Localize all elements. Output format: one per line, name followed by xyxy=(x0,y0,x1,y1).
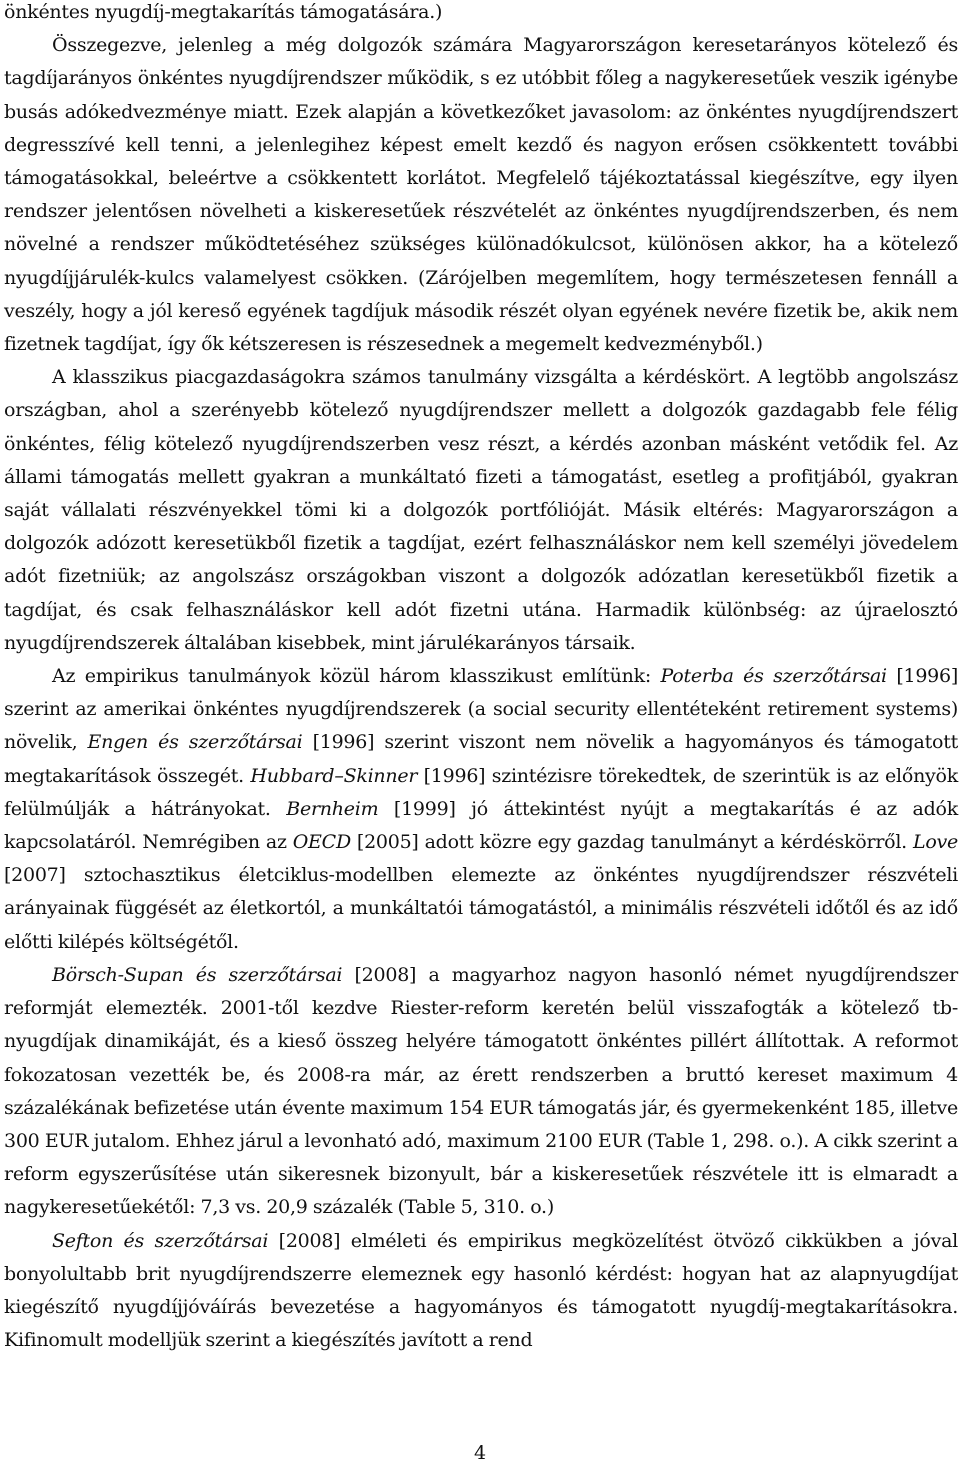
paragraph-text: [1996] szintézisre törekedtek, de szerintük is az előnyök felülmúlják a hátrányokat. xyxy=(4,764,958,820)
document-page xyxy=(4,0,958,1357)
paragraph-summary xyxy=(4,29,958,361)
paragraph-text: önkéntes nyugdíj-megtakarítás támogatására.) xyxy=(4,1,443,23)
paragraph-text: [2008] elméleti és empirikus megközelítést ötvöző cikkükben a jóval bonyolultabb brit nyugdíjrendszerre elemeznek egy hasonló kérdést: hogyan hat az alapnyugdíjat kiegészítő nyugdíjjóváírás bevezetése a hagyományos és támogatott nyugdíj-megtakarításokra. Kifinomult modelljük szerint a kiegészítés javított a rend xyxy=(4,1229,959,1352)
paragraph-empirical-studies xyxy=(4,660,958,959)
paragraph-text: [1996] szerint az amerikai önkéntes nyugdíjrendszerek (a social security ellentéteként retirement systems) növelik, xyxy=(4,665,959,754)
paragraph-text: A klasszikus piacgazdaságokra számos tanulmány vizsgálta a kérdéskört. A legtöbb angolszász országban, ahol a szerényebb kötelező nyugdíjrendszer mellett a dolgozók gazdagabb fele félig önkéntes, félig kötelező nyugdíjrendszerben vesz részt, a kérdés azonban másként vetődik fel. Az állami támogatás mellett gyakran a munkáltató fizeti a támogatást, esetleg a profitjából, gyakran saját vállalati részvényekkel tömi ki a dolgozók portfólióját. Másik eltérés: Magyarországon a dolgozók adózott keresetükből fizetik a tagdíjat, ezért felhasználáskor nem kell személyi jövedelem adót fizetniük; az angolszász országokban viszont a dolgozók adózatlan keresetükből fizetik a tagdíjat, és csak felhasználáskor kell adót fizetni utána. Harmadik különbség: az újraelosztó nyugdíjrendszerek általában kisebbek, mint járulékarányos társaik. xyxy=(4,366,958,654)
citation-author: Sefton és szerzőtársai xyxy=(52,1229,269,1252)
page-number: 4 xyxy=(473,1442,487,1464)
citation-author: Hubbard–Skinner xyxy=(250,764,418,787)
citation-author: Poterba és szerzőtársai xyxy=(660,665,887,688)
paragraph-text: [2007] sztochasztikus életciklus-modellben elemezte az önkéntes nyugdíjrendszer részvételi arányainak függését az életkortól, a munkáltatói támogatástól, a minimális részvételi időtől és az idő előtti kilépés költségétől. xyxy=(4,864,958,953)
paragraph-continuation xyxy=(4,0,958,29)
citation-author: Börsch-Supan és szerzőtársai xyxy=(52,963,343,986)
paragraph-german-reform xyxy=(4,959,958,1225)
paragraph-text: [2005] adott közre egy gazdag tanulmányt a kérdéskörről. xyxy=(350,831,913,854)
paragraph-text: [1999] jó áttekintést nyújt a megtakarítás é az adók kapcsolatáról. Nemrégiben az xyxy=(4,797,958,854)
paragraph-text: [2008] a magyarhoz nagyon hasonló német nyugdíjrendszer reformját elemezték. 2001-től kezdve Riester-reform keretén belül visszafogták a kötelező tb-nyugdíjak dinamikáját, és a kieső összeg helyére támogatott önkéntes pillért állítottak. A reformot fokozatosan vezették be, és 2008-ra már, az érett rendszerben a bruttó kereset maximum 4 százalékának befizetése után évente maximum 154 EUR támogatás jár, és gyermekenként 185, illetve 300 EUR jutalom. Ehhez járul a levonható adó, maximum 2100 EUR (Table 1, 298. o.). A cikk szerint a reform egyszerűsítése után sikeresnek bizonyult, bár a kiskeresetűek részvétele itt is elmaradt a nagykeresetűekétől: 7,3 vs. 20,9 százalék (Table 5, 310. o.) xyxy=(4,963,958,1219)
citation-author: Bernheim xyxy=(286,797,379,820)
paragraph-text: [1996] szerint viszont nem növelik a hagyományos és támogatott megtakarítások összegét. xyxy=(4,731,958,787)
paragraph-british-system xyxy=(4,1225,958,1358)
citation-author: Love xyxy=(912,831,958,854)
citation-author: OECD xyxy=(292,831,351,854)
paragraph-text: Az empirikus tanulmányok közül három klasszikust említünk: xyxy=(52,665,661,688)
paragraph-text: Összegezve, jelenleg a még dolgozók számára Magyarországon keresetarányos kötelező és tagdíjarányos önkéntes nyugdíjrendszer működik, s ez utóbbit főleg a nagykeresetűek veszik igénybe busás adókedvezménye miatt. Ezek alapján a következőket javasolom: az önkéntes nyugdíjrendszert degresszívé kell tenni, a jelenlegihez képest emelt kezdő és nagyon erősen csökkentett további támogatásokkal, beleértve a csökkentett korlátot. Megfelelő tájékoztatással kiegészítve, egy ilyen rendszer jelentősen növelheti a kiskeresetűek részvételét az önkéntes nyugdíjrendszerben, és nem növelné a rendszer működtetéséhez szükséges különadókulcsot, különösen akkor, ha a kötelező nyugdíjjárulék-kulcs valamelyest csökken. (Zárójelben megemlítem, hogy természetesen fennáll a veszély, hogy a jól kereső egyének tagdíjuk második részét olyan egyének nevére fizetik be, akik nem fizetnek tagdíjat, így ők kétszeresen is részesednek a megemelt kedvezményből.) xyxy=(4,34,958,356)
citation-author: Engen és szerzőtársai xyxy=(87,731,303,754)
paragraph-market-economies xyxy=(4,361,958,660)
